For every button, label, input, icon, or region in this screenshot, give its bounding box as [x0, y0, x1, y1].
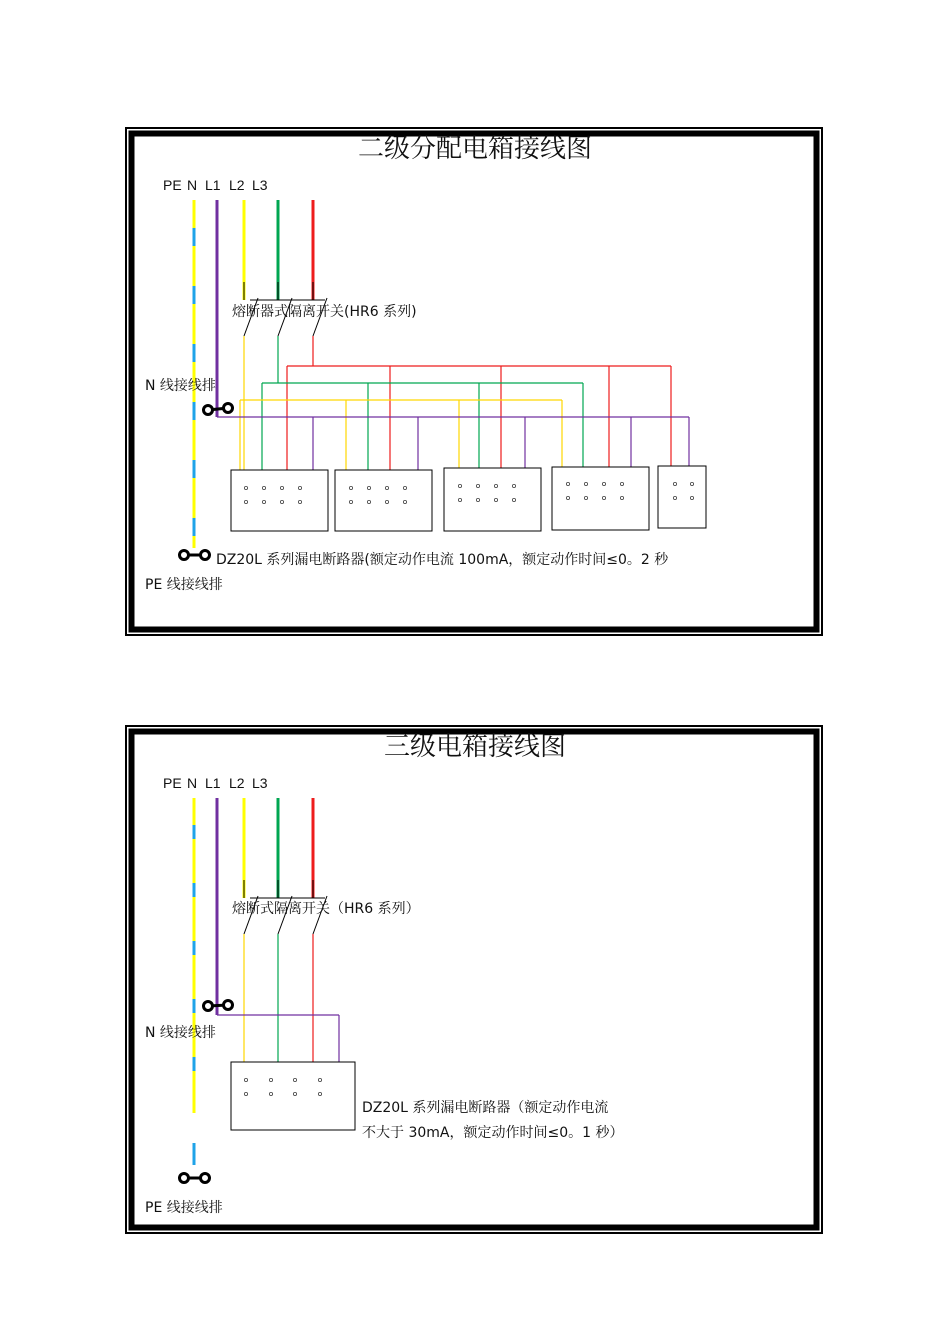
diagram1-n-bus-label: N 线接线排 — [145, 378, 216, 394]
diagram1-breaker-4 — [552, 467, 649, 530]
diagram2-pe-terminal-icon — [180, 1174, 210, 1183]
diagram1-n-bus — [217, 417, 689, 470]
diagram2-breaker-label-line1: DZ20L 系列漏电断路器（额定动作电流 — [362, 1100, 609, 1116]
diagram1-breaker-5 — [658, 466, 706, 528]
diagram1-breaker-2 — [335, 470, 432, 531]
diagram2-frame-outer — [126, 726, 822, 1233]
diagram2-label-n: N — [187, 775, 198, 791]
diagram2-breaker-label-line2: 不大于 30mA，额定动作时间≤0。1 秒） — [362, 1125, 624, 1141]
diagram2-title: 三级电箱接线图 — [383, 732, 567, 762]
diagram2-label-l3: L3 — [252, 775, 268, 791]
diagram2-n-bus-label: N 线接线排 — [145, 1025, 216, 1041]
diagram-tertiary-box — [126, 726, 822, 1233]
diagram2-switch-label: 熔断式隔离开关（HR6 系列） — [232, 901, 420, 917]
diagram1-pe-bus-label: PE 线接线排 — [145, 577, 223, 593]
diagram1-label-l3: L3 — [252, 177, 268, 193]
diagram2-label-l2: L2 — [229, 775, 245, 791]
diagram1-title: 二级分配电箱接线图 — [357, 134, 593, 164]
diagram1-breaker-3 — [444, 468, 541, 531]
diagram1-label-pe: PE — [163, 177, 182, 193]
diagram2-label-l1: L1 — [205, 775, 221, 791]
diagram1-breaker-1 — [231, 470, 328, 531]
diagram1-l1-bus — [240, 400, 562, 470]
diagram2-pe-bus-label: PE 线接线排 — [145, 1200, 223, 1216]
diagram2-breaker — [231, 1062, 355, 1130]
diagram1-label-l2: L2 — [229, 177, 245, 193]
diagram2-label-pe: PE — [163, 775, 182, 791]
diagram1-pe-terminal-icon — [180, 551, 210, 560]
diagram1-l2-bus — [262, 383, 583, 470]
diagram1-switch-label: 熔断器式隔离开关(HR6 系列) — [232, 304, 417, 320]
diagram2-frame-inner — [132, 732, 817, 1228]
diagram-secondary-distribution-box — [126, 128, 822, 635]
diagram1-breaker-label: DZ20L 系列漏电断路器(额定动作电流 100mA，额定动作时间≤0。2 秒 — [216, 552, 669, 568]
diagram1-label-l1: L1 — [205, 177, 221, 193]
diagram1-label-n: N — [187, 177, 198, 193]
